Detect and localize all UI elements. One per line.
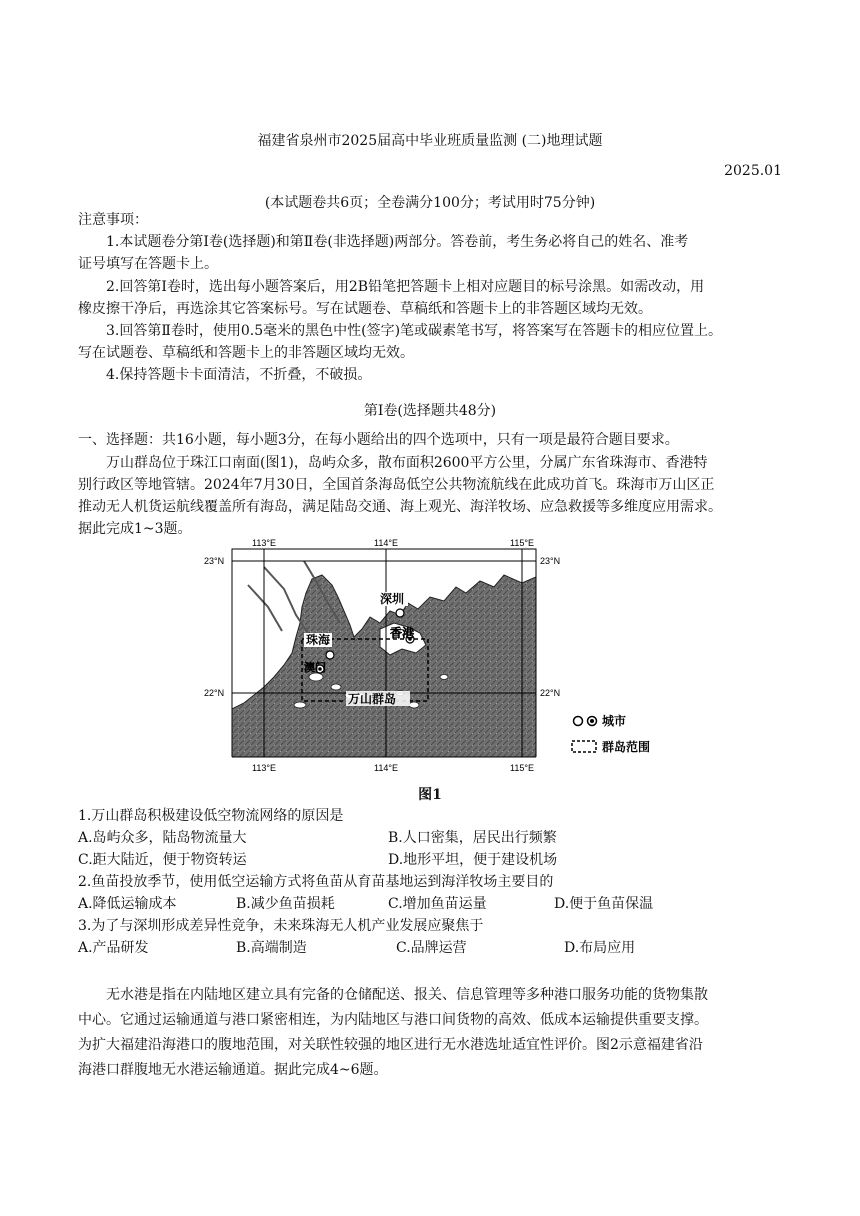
lon-label: 113°E xyxy=(252,538,276,548)
passage-line: 推动无人机货运航线覆盖所有海岛，满足陆岛交通、海上观光、海洋牧场、应急救援等多维度应用需求。 xyxy=(78,499,722,515)
lat-label: 23°N xyxy=(540,556,561,566)
exam-subtitle: (本试题卷共6页；全卷满分100分；考试用时75分钟) xyxy=(264,195,596,211)
passage-line: 海港口群腹地无水港运输通道。据此完成4~6题。 xyxy=(78,1062,388,1078)
passage-line: 别行政区等地管辖。2024年7月30日，全国首条海岛低空公共物流航线在此成功首飞。珠海市万山区正 xyxy=(78,477,715,493)
exam-date: 2025.01 xyxy=(724,163,782,179)
option: A.岛屿众多，陆岛物流量大 xyxy=(78,830,247,846)
legend-island-label: 群岛范围 xyxy=(602,740,651,754)
lat-label: 22°N xyxy=(540,688,561,698)
question-stem: 1.万山群岛积极建设低空物流网络的原因是 xyxy=(78,808,344,824)
lat-label: 22°N xyxy=(204,688,225,698)
city-marker-zhuhai xyxy=(326,651,334,659)
question-options xyxy=(78,828,782,849)
city-marker-shenzhen xyxy=(396,609,404,617)
legend-island-icon xyxy=(572,741,596,752)
city-label-zhuhai: 珠海 xyxy=(306,633,331,647)
note-line: 橡皮擦干净后，再选涂其它答案标号。写在试题卷、草稿纸和答题卡上的非答题区域均无效。 xyxy=(78,301,652,317)
islands-label: 万山群岛 xyxy=(348,692,397,706)
legend-city-label: 城市 xyxy=(602,714,627,728)
city-label-shenzhen: 深圳 xyxy=(380,592,405,606)
question-options xyxy=(78,938,782,959)
option: A.降低运输成本 xyxy=(78,896,177,912)
figure1-map xyxy=(204,537,664,777)
lat-label: 23°N xyxy=(204,556,225,566)
note-line: 1.本试题卷分第Ⅰ卷(选择题)和第Ⅱ卷(非选择题)两部分。答卷前，考生务必将自己的姓名、准考 xyxy=(106,234,689,250)
option: C.增加鱼苗运量 xyxy=(388,896,487,912)
note-line: 3.回答第Ⅱ卷时，使用0.5毫米的黑色中性(签字)笔或碳素笔书写，将答案写在答题卡的相应位置上。 xyxy=(106,323,723,339)
option: C.距大陆近，便于物资转运 xyxy=(78,852,247,868)
note-line: 证号填写在答题卡上。 xyxy=(78,256,218,272)
question-options xyxy=(78,850,782,871)
passage-line: 为扩大福建沿海港口的腹地范围，对关联性较强的地区进行无水港选址适宜性评价。图2示意福建省沿 xyxy=(78,1037,703,1053)
option: D.地形平坦，便于建设机场 xyxy=(388,852,558,868)
legend-city-icon xyxy=(574,717,583,726)
passage-line: 无水港是指在内陆地区建立具有完备的仓储配送、报关、信息管理等多种港口服务功能的货物集散 xyxy=(106,987,708,1003)
city-label-macau: 澳门 xyxy=(304,662,326,674)
map-legend xyxy=(572,713,650,754)
option: B.高端制造 xyxy=(236,940,307,956)
option: A.产品研发 xyxy=(78,940,149,956)
question-options xyxy=(78,894,782,915)
note-line: 4.保持答题卡卡面清洁，不折叠，不破损。 xyxy=(106,367,372,383)
note-line: 2.回答第Ⅰ卷时，选出每小题答案后，用2B铅笔把答题卡上相对应题目的标号涂黑。如需改动，用 xyxy=(106,279,705,295)
lon-label: 113°E xyxy=(252,763,276,773)
passage-line: 万山群岛位于珠江口南面(图1)，岛屿众多，散布面积2600平方公里，分属广东省珠海市、香港特 xyxy=(106,455,708,471)
figure1-caption: 图1 xyxy=(418,787,442,803)
option: B.人口密集，居民出行频繁 xyxy=(388,830,557,846)
city-label-hongkong: 香港 xyxy=(390,626,415,640)
passage-line: 中心。它通过运输通道与港口紧密相连，为内陆地区与港口间货物的高效、低成本运输提供重要支撑。 xyxy=(78,1012,708,1028)
option: C.品牌运营 xyxy=(396,940,467,956)
notes-heading: 注意事项： xyxy=(78,212,148,228)
lon-label: 114°E xyxy=(374,763,398,773)
note-line: 写在试题卷、草稿纸和答题卡上的非答题区域均无效。 xyxy=(78,345,414,361)
passage-line: 据此完成1~3题。 xyxy=(78,521,192,537)
lon-label: 114°E xyxy=(374,538,398,548)
option: B.减少鱼苗损耗 xyxy=(236,896,335,912)
lon-label: 115°E xyxy=(510,538,534,548)
option: D.便于鱼苗保温 xyxy=(554,896,654,912)
section-instruction: 一、选择题：共16小题，每小题3分，在每小题给出的四个选项中，只有一项是最符合题目要求。 xyxy=(78,432,679,448)
question-stem: 2.鱼苗投放季节，使用低空运输方式将鱼苗从育苗基地运到海洋牧场主要目的 xyxy=(78,874,554,890)
question-stem: 3.为了与深圳形成差异性竞争，未来珠海无人机产业发展应聚焦于 xyxy=(78,918,484,934)
option: D.布局应用 xyxy=(564,940,636,956)
section-title: 第Ⅰ卷(选择题共48分) xyxy=(363,403,497,419)
lon-label: 115°E xyxy=(510,763,534,773)
exam-title: 福建省泉州市2025届高中毕业班质量监测 (二)地理试题 xyxy=(257,133,603,149)
